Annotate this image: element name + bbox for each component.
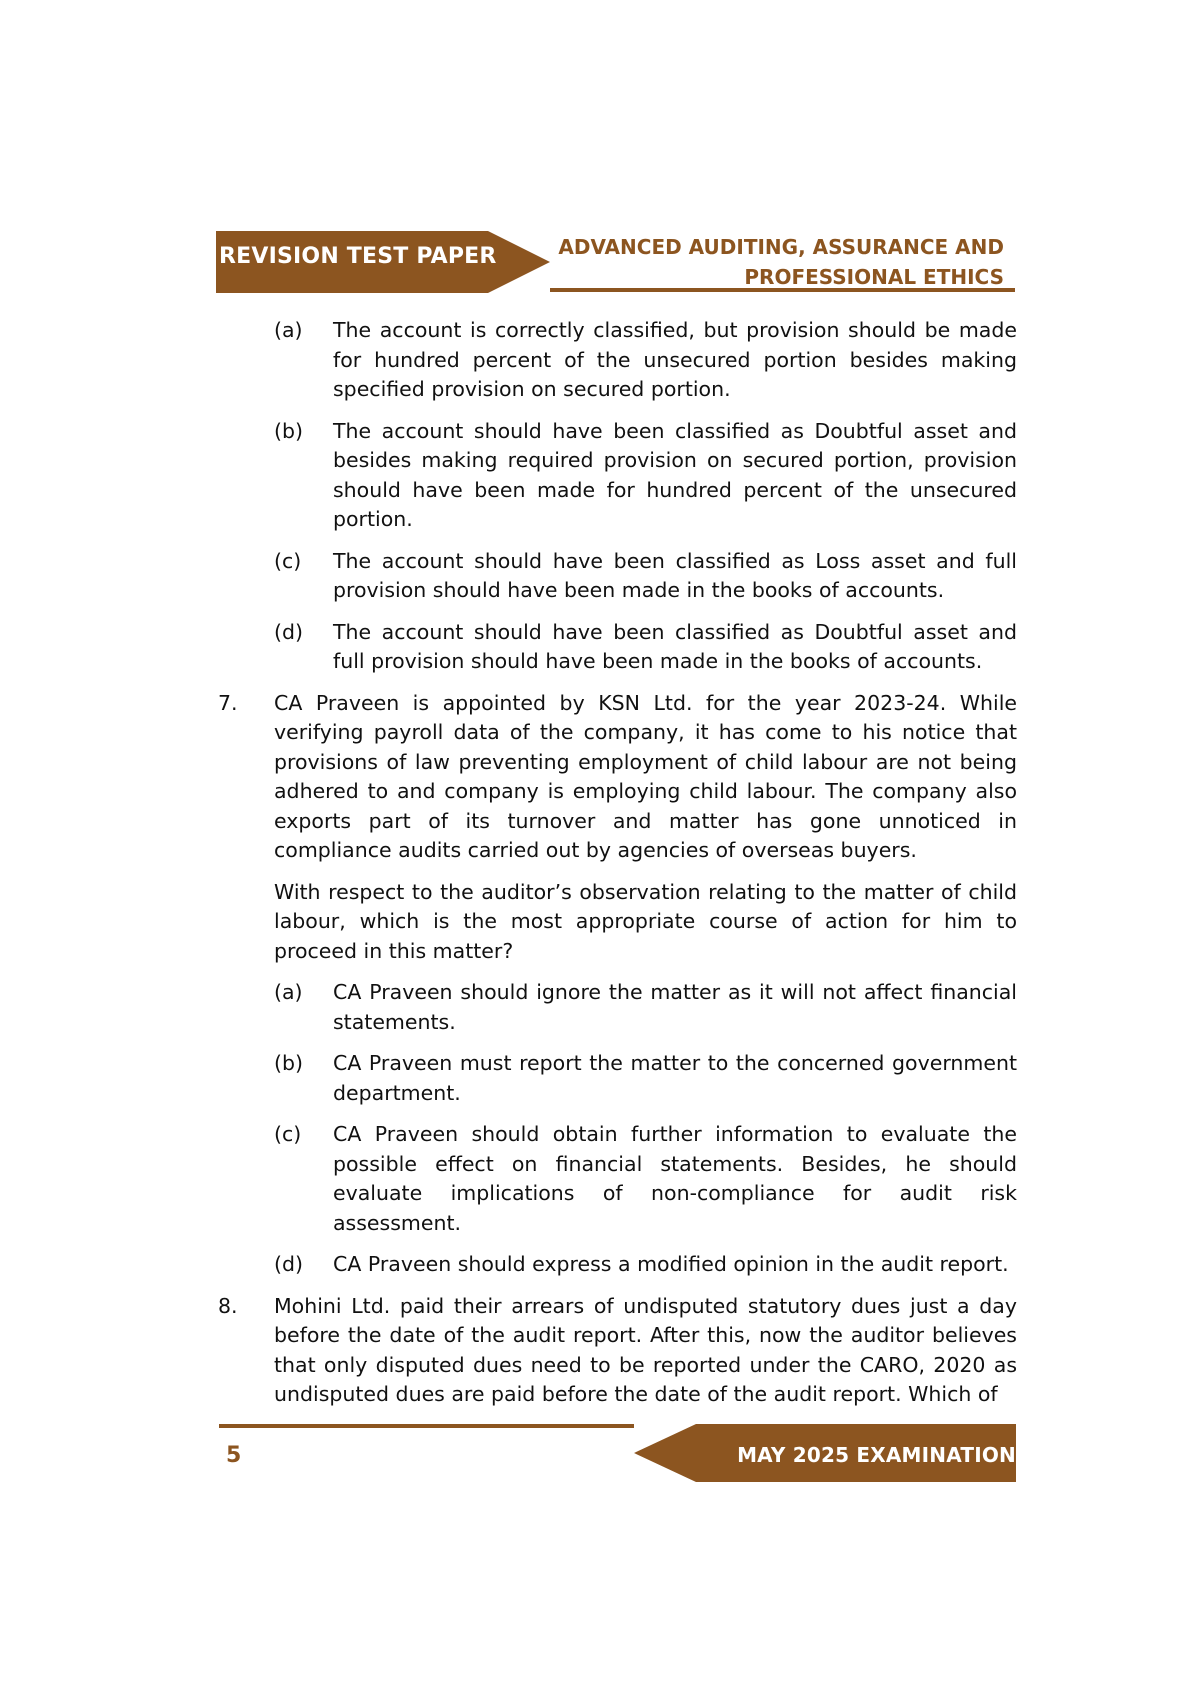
question-7 [214,689,1017,866]
question-number: 8. [218,1293,238,1318]
question-text: CA Praveen is appointed by KSN Ltd. for the year 2023-24. While verifying payroll data of the company, it has come to his notice that provisions of law preventing employment of child labour are not being adhered to and company is employing child labour. The company also exports part of its turnover and matter has gone unnoticed in compliance audits carried out by agencies of overseas buyers. [274,690,1017,862]
option-label: (a) [274,980,303,1004]
option-label: (b) [274,1051,304,1075]
header-left-title: REVISION TEST PAPER [219,244,497,269]
option-item [214,1120,1017,1238]
question-7-prompt [214,878,1017,967]
header-subject-line1: ADVANCED AUDITING, ASSURANCE AND [558,235,1004,259]
option-label: (d) [274,619,304,644]
page-content [214,316,1017,1422]
header-subject-title [558,232,1004,292]
option-text: The account should have been classified as Doubtful asset and besides making required provision on secured portion, provision should have been made for hundred percent of the unsecured portion. [333,418,1017,531]
option-item [214,618,1017,677]
question-prompt-text: With respect to the auditor’s observation relating to the matter of child labour, which is the most appropriate course of action for him to proceed in this matter? [274,879,1017,963]
option-text: CA Praveen should express a modified opinion in the audit report. [333,1252,1009,1276]
option-text: CA Praveen must report the matter to the concerned government department. [333,1051,1017,1105]
option-item [214,547,1017,606]
option-label: (d) [274,1252,304,1276]
option-label: (c) [274,1122,302,1146]
option-item [214,978,1017,1037]
option-text: CA Praveen should obtain further information to evaluate the possible effect on financial statements. Besides, he should evaluate implications of non-compliance for audit risk assessment. [333,1122,1017,1235]
option-label: (a) [274,318,303,342]
option-label: (b) [274,418,304,443]
option-item [214,417,1017,535]
question-8 [214,1292,1017,1410]
option-item [214,1250,1017,1280]
footer-exam-title: MAY 2025 EXAMINATION [737,1443,1016,1467]
question-text: Mohini Ltd. paid their arrears of undisputed statutory dues just a day before the date of the audit report. After this, now the auditor believes that only disputed dues need to be reported under the CARO, 2020 as undisputed dues are paid before the date of the audit report. Which of [274,1293,1017,1406]
page-number: 5 [226,1443,242,1468]
option-text: The account is correctly classified, but provision should be made for hundred percent of the unsecured portion besides making specified provision on secured portion. [333,318,1017,401]
option-text: The account should have been classified as Doubtful asset and full provision should have been made in the books of accounts. [333,619,1017,673]
question-number: 7. [218,690,238,715]
header-subject-line2: PROFESSIONAL ETHICS [744,265,1004,289]
option-label: (c) [274,548,302,573]
option-item [214,316,1017,405]
option-text: CA Praveen should ignore the matter as it will not affect financial statements. [333,980,1017,1034]
option-item [214,1049,1017,1108]
footer-divider [219,1424,634,1428]
option-text: The account should have been classified as Loss asset and full provision should have been made in the books of accounts. [333,548,1017,602]
